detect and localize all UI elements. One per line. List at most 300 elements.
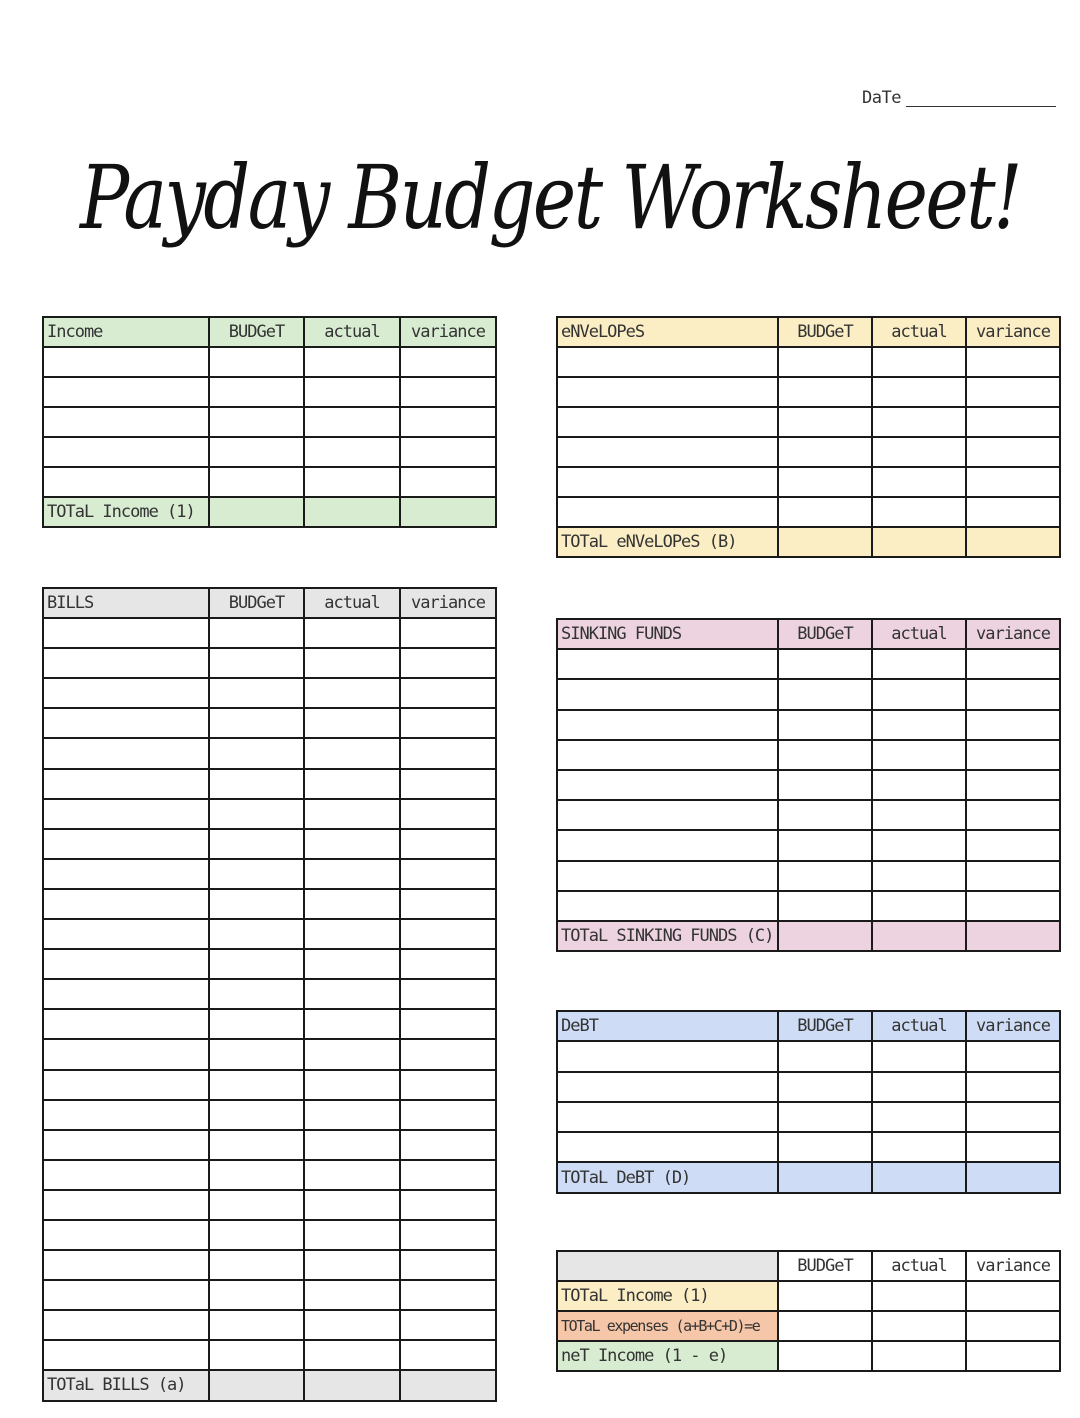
bills-actual-cell[interactable] xyxy=(304,1160,400,1190)
sinking-funds-row[interactable] xyxy=(557,800,1060,830)
bills-budget-cell[interactable] xyxy=(209,1340,304,1370)
bills-name-cell[interactable] xyxy=(43,1130,209,1160)
income-actual-cell[interactable] xyxy=(304,347,400,377)
bills-row[interactable] xyxy=(43,979,496,1009)
debt-name-cell[interactable] xyxy=(557,1072,778,1102)
page-title xyxy=(60,140,1040,290)
debt-actual-cell[interactable] xyxy=(872,1132,966,1162)
debt-variance-cell[interactable] xyxy=(966,1072,1060,1102)
summary-net-budget[interactable] xyxy=(778,1341,872,1371)
bills-budget-cell[interactable] xyxy=(209,1190,304,1220)
envelopes-budget-cell[interactable] xyxy=(778,347,872,377)
debt-variance-cell[interactable] xyxy=(966,1132,1060,1162)
income-row[interactable] xyxy=(43,347,496,377)
sinking-funds-name-cell[interactable] xyxy=(557,891,778,921)
income-row[interactable] xyxy=(43,377,496,407)
debt-row[interactable] xyxy=(557,1072,1060,1102)
bills-row[interactable] xyxy=(43,1190,496,1220)
bills-budget-cell[interactable] xyxy=(209,979,304,1009)
bills-variance-cell[interactable] xyxy=(400,678,496,708)
bills-row[interactable] xyxy=(43,1250,496,1280)
bills-budget-cell[interactable] xyxy=(209,648,304,678)
debt-row[interactable] xyxy=(557,1102,1060,1132)
bills-actual-cell[interactable] xyxy=(304,618,400,648)
bills-row[interactable] xyxy=(43,648,496,678)
sinking-funds-actual-cell[interactable] xyxy=(872,800,966,830)
date-line[interactable] xyxy=(906,106,1056,107)
sinking-funds-row[interactable] xyxy=(557,679,1060,709)
income-header: Income xyxy=(43,317,209,347)
bills-actual-cell[interactable] xyxy=(304,919,400,949)
debt-variance-header: variance xyxy=(966,1011,1060,1041)
sinking-funds-row[interactable] xyxy=(557,891,1060,921)
envelopes-header: eNVeLOPeS xyxy=(557,317,778,347)
income-name-cell[interactable] xyxy=(43,377,209,407)
envelopes-row[interactable] xyxy=(557,437,1060,467)
income-budget-cell[interactable] xyxy=(209,467,304,497)
envelopes-total-budget[interactable] xyxy=(778,527,872,557)
bills-budget-cell[interactable] xyxy=(209,618,304,648)
summary-header-row xyxy=(557,1251,1060,1281)
sinking-funds-row[interactable] xyxy=(557,710,1060,740)
envelopes-variance-cell[interactable] xyxy=(966,347,1060,377)
sinking-funds-budget-cell[interactable] xyxy=(778,891,872,921)
envelopes-variance-cell[interactable] xyxy=(966,437,1060,467)
income-name-cell[interactable] xyxy=(43,407,209,437)
income-table xyxy=(42,316,497,528)
sinking-funds-header-row xyxy=(557,619,1060,649)
summary-net-income-label: neT Income (1 - e) xyxy=(557,1341,778,1371)
bills-variance-cell[interactable] xyxy=(400,618,496,648)
bills-header: BILLS xyxy=(43,588,209,618)
bills-row[interactable] xyxy=(43,1160,496,1190)
envelopes-budget-cell[interactable] xyxy=(778,407,872,437)
envelopes-name-cell[interactable] xyxy=(557,407,778,437)
debt-actual-cell[interactable] xyxy=(872,1102,966,1132)
bills-variance-cell[interactable] xyxy=(400,1130,496,1160)
income-variance-cell[interactable] xyxy=(400,377,496,407)
bills-variance-cell[interactable] xyxy=(400,1160,496,1190)
sinking-funds-row[interactable] xyxy=(557,649,1060,679)
bills-name-cell[interactable] xyxy=(43,979,209,1009)
sinking-funds-total-budget[interactable] xyxy=(778,921,872,951)
summary-income-actual[interactable] xyxy=(872,1281,966,1311)
envelopes-total-label: TOTaL eNVeLOPeS (B) xyxy=(557,527,778,557)
bills-actual-cell[interactable] xyxy=(304,1100,400,1130)
sinking-funds-name-cell[interactable] xyxy=(557,861,778,891)
debt-budget-cell[interactable] xyxy=(778,1102,872,1132)
sinking-funds-name-cell[interactable] xyxy=(557,830,778,860)
bills-name-cell[interactable] xyxy=(43,1190,209,1220)
bills-name-cell[interactable] xyxy=(43,859,209,889)
sinking-funds-name-cell[interactable] xyxy=(557,770,778,800)
bills-budget-cell[interactable] xyxy=(209,949,304,979)
income-budget-cell[interactable] xyxy=(209,377,304,407)
summary-total-income-label: TOTaL Income (1) xyxy=(557,1281,778,1311)
income-budget-cell[interactable] xyxy=(209,407,304,437)
envelopes-variance-cell[interactable] xyxy=(966,377,1060,407)
bills-name-cell[interactable] xyxy=(43,799,209,829)
bills-budget-cell[interactable] xyxy=(209,799,304,829)
envelopes-actual-cell[interactable] xyxy=(872,437,966,467)
bills-row[interactable] xyxy=(43,829,496,859)
bills-row[interactable] xyxy=(43,678,496,708)
sinking-funds-variance-cell[interactable] xyxy=(966,710,1060,740)
debt-actual-cell[interactable] xyxy=(872,1072,966,1102)
sinking-funds-variance-cell[interactable] xyxy=(966,740,1060,770)
bills-row[interactable] xyxy=(43,1100,496,1130)
bills-budget-cell[interactable] xyxy=(209,1280,304,1310)
bills-actual-cell[interactable] xyxy=(304,1009,400,1039)
envelopes-variance-cell[interactable] xyxy=(966,407,1060,437)
sinking-funds-variance-cell[interactable] xyxy=(966,770,1060,800)
bills-row[interactable] xyxy=(43,1009,496,1039)
bills-variance-cell[interactable] xyxy=(400,859,496,889)
bills-variance-cell[interactable] xyxy=(400,1009,496,1039)
income-actual-cell[interactable] xyxy=(304,437,400,467)
bills-actual-cell[interactable] xyxy=(304,859,400,889)
envelopes-name-cell[interactable] xyxy=(557,437,778,467)
bills-actual-cell[interactable] xyxy=(304,678,400,708)
bills-name-cell[interactable] xyxy=(43,1160,209,1190)
bills-variance-cell[interactable] xyxy=(400,1220,496,1250)
debt-variance-cell[interactable] xyxy=(966,1102,1060,1132)
envelopes-total-actual[interactable] xyxy=(872,527,966,557)
sinking-funds-actual-cell[interactable] xyxy=(872,770,966,800)
bills-variance-cell[interactable] xyxy=(400,1039,496,1069)
bills-variance-cell[interactable] xyxy=(400,919,496,949)
bills-name-cell[interactable] xyxy=(43,708,209,738)
sinking-funds-variance-cell[interactable] xyxy=(966,800,1060,830)
bills-actual-cell[interactable] xyxy=(304,1220,400,1250)
bills-variance-cell[interactable] xyxy=(400,1100,496,1130)
sinking-funds-name-cell[interactable] xyxy=(557,740,778,770)
bills-budget-cell[interactable] xyxy=(209,738,304,768)
sinking-funds-total-variance[interactable] xyxy=(966,921,1060,951)
bills-name-cell[interactable] xyxy=(43,678,209,708)
bills-actual-cell[interactable] xyxy=(304,829,400,859)
bills-variance-header: variance xyxy=(400,588,496,618)
debt-budget-cell[interactable] xyxy=(778,1041,872,1071)
bills-budget-cell[interactable] xyxy=(209,1039,304,1069)
debt-row[interactable] xyxy=(557,1041,1060,1071)
income-variance-cell[interactable] xyxy=(400,467,496,497)
bills-variance-cell[interactable] xyxy=(400,769,496,799)
summary-income-row[interactable] xyxy=(557,1281,1060,1311)
sinking-funds-actual-cell[interactable] xyxy=(872,861,966,891)
sinking-funds-actual-cell[interactable] xyxy=(872,710,966,740)
income-name-cell[interactable] xyxy=(43,347,209,377)
bills-actual-cell[interactable] xyxy=(304,1190,400,1220)
income-variance-cell[interactable] xyxy=(400,407,496,437)
debt-name-cell[interactable] xyxy=(557,1102,778,1132)
bills-name-cell[interactable] xyxy=(43,829,209,859)
summary-net-variance[interactable] xyxy=(966,1341,1060,1371)
bills-row[interactable] xyxy=(43,1280,496,1310)
envelopes-actual-cell[interactable] xyxy=(872,407,966,437)
envelopes-variance-cell[interactable] xyxy=(966,497,1060,527)
bills-variance-cell[interactable] xyxy=(400,708,496,738)
bills-name-cell[interactable] xyxy=(43,919,209,949)
sinking-funds-budget-cell[interactable] xyxy=(778,770,872,800)
debt-budget-header: BUDGeT xyxy=(778,1011,872,1041)
bills-name-cell[interactable] xyxy=(43,738,209,768)
summary-expenses-row[interactable] xyxy=(557,1311,1060,1341)
sinking-funds-row[interactable] xyxy=(557,770,1060,800)
bills-name-cell[interactable] xyxy=(43,1070,209,1100)
envelopes-actual-cell[interactable] xyxy=(872,467,966,497)
envelopes-variance-cell[interactable] xyxy=(966,467,1060,497)
bills-budget-cell[interactable] xyxy=(209,1070,304,1100)
envelopes-actual-header: actual xyxy=(872,317,966,347)
date-field[interactable] xyxy=(862,88,1058,110)
envelopes-row[interactable] xyxy=(557,497,1060,527)
envelopes-name-cell[interactable] xyxy=(557,347,778,377)
sinking-funds-name-cell[interactable] xyxy=(557,800,778,830)
bills-variance-cell[interactable] xyxy=(400,799,496,829)
bills-actual-cell[interactable] xyxy=(304,1130,400,1160)
bills-name-cell[interactable] xyxy=(43,1220,209,1250)
bills-budget-cell[interactable] xyxy=(209,1009,304,1039)
debt-budget-cell[interactable] xyxy=(778,1072,872,1102)
debt-header-row xyxy=(557,1011,1060,1041)
bills-row[interactable] xyxy=(43,1220,496,1250)
envelopes-row[interactable] xyxy=(557,347,1060,377)
sinking-funds-variance-cell[interactable] xyxy=(966,830,1060,860)
bills-actual-header: actual xyxy=(304,588,400,618)
bills-variance-cell[interactable] xyxy=(400,1070,496,1100)
sinking-funds-actual-cell[interactable] xyxy=(872,830,966,860)
sinking-funds-budget-cell[interactable] xyxy=(778,649,872,679)
sinking-funds-budget-cell[interactable] xyxy=(778,861,872,891)
income-row[interactable] xyxy=(43,407,496,437)
bills-budget-cell[interactable] xyxy=(209,678,304,708)
sinking-funds-actual-cell[interactable] xyxy=(872,679,966,709)
bills-budget-cell[interactable] xyxy=(209,1250,304,1280)
summary-expenses-budget[interactable] xyxy=(778,1311,872,1341)
page-title-text: Payday Budget Worksheet! xyxy=(78,146,1020,249)
bills-variance-cell[interactable] xyxy=(400,1340,496,1370)
bills-actual-cell[interactable] xyxy=(304,1039,400,1069)
debt-total-actual[interactable] xyxy=(872,1162,966,1192)
bills-total-variance[interactable] xyxy=(400,1370,496,1400)
debt-budget-cell[interactable] xyxy=(778,1132,872,1162)
sinking-funds-variance-cell[interactable] xyxy=(966,679,1060,709)
envelopes-budget-cell[interactable] xyxy=(778,377,872,407)
envelopes-row[interactable] xyxy=(557,467,1060,497)
sinking-funds-variance-cell[interactable] xyxy=(966,891,1060,921)
summary-net-actual[interactable] xyxy=(872,1341,966,1371)
envelopes-actual-cell[interactable] xyxy=(872,497,966,527)
sinking-funds-row[interactable] xyxy=(557,861,1060,891)
bills-row[interactable] xyxy=(43,1070,496,1100)
bills-name-cell[interactable] xyxy=(43,1310,209,1340)
bills-budget-cell[interactable] xyxy=(209,1310,304,1340)
bills-budget-cell[interactable] xyxy=(209,708,304,738)
income-budget-cell[interactable] xyxy=(209,437,304,467)
bills-name-cell[interactable] xyxy=(43,1100,209,1130)
summary-total-expenses-label: TOTaL expenses (a+B+C+D)=e xyxy=(557,1311,778,1341)
income-total-budget[interactable] xyxy=(209,497,304,527)
bills-row[interactable] xyxy=(43,919,496,949)
income-row[interactable] xyxy=(43,437,496,467)
sinking-funds-name-cell[interactable] xyxy=(557,710,778,740)
bills-actual-cell[interactable] xyxy=(304,769,400,799)
bills-variance-cell[interactable] xyxy=(400,738,496,768)
bills-actual-cell[interactable] xyxy=(304,949,400,979)
bills-variance-cell[interactable] xyxy=(400,979,496,1009)
envelopes-total-row xyxy=(557,527,1060,557)
bills-name-cell[interactable] xyxy=(43,1039,209,1069)
income-variance-cell[interactable] xyxy=(400,347,496,377)
bills-actual-cell[interactable] xyxy=(304,1070,400,1100)
bills-budget-cell[interactable] xyxy=(209,889,304,919)
bills-actual-cell[interactable] xyxy=(304,1280,400,1310)
bills-row[interactable] xyxy=(43,708,496,738)
bills-budget-cell[interactable] xyxy=(209,1100,304,1130)
sinking-funds-variance-cell[interactable] xyxy=(966,649,1060,679)
bills-variance-cell[interactable] xyxy=(400,1250,496,1280)
envelopes-budget-cell[interactable] xyxy=(778,437,872,467)
sinking-funds-header: SINKING FUNDS xyxy=(557,619,778,649)
bills-actual-cell[interactable] xyxy=(304,1310,400,1340)
debt-row[interactable] xyxy=(557,1132,1060,1162)
bills-variance-cell[interactable] xyxy=(400,648,496,678)
envelopes-name-cell[interactable] xyxy=(557,467,778,497)
income-budget-cell[interactable] xyxy=(209,347,304,377)
envelopes-row[interactable] xyxy=(557,377,1060,407)
sinking-funds-total-actual[interactable] xyxy=(872,921,966,951)
bills-variance-cell[interactable] xyxy=(400,949,496,979)
income-variance-cell[interactable] xyxy=(400,437,496,467)
bills-row[interactable] xyxy=(43,1340,496,1370)
debt-variance-cell[interactable] xyxy=(966,1041,1060,1071)
sinking-funds-variance-cell[interactable] xyxy=(966,861,1060,891)
sinking-funds-row[interactable] xyxy=(557,740,1060,770)
bills-name-cell[interactable] xyxy=(43,889,209,919)
bills-name-cell[interactable] xyxy=(43,1009,209,1039)
bills-budget-cell[interactable] xyxy=(209,859,304,889)
debt-total-budget[interactable] xyxy=(778,1162,872,1192)
bills-actual-cell[interactable] xyxy=(304,979,400,1009)
bills-actual-cell[interactable] xyxy=(304,708,400,738)
envelopes-row[interactable] xyxy=(557,407,1060,437)
bills-name-cell[interactable] xyxy=(43,769,209,799)
income-total-label: TOTaL Income (1) xyxy=(43,497,209,527)
sinking-funds-actual-cell[interactable] xyxy=(872,891,966,921)
bills-row[interactable] xyxy=(43,949,496,979)
bills-row[interactable] xyxy=(43,889,496,919)
bills-row[interactable] xyxy=(43,859,496,889)
summary-expenses-variance[interactable] xyxy=(966,1311,1060,1341)
envelopes-budget-cell[interactable] xyxy=(778,497,872,527)
sinking-funds-actual-header: actual xyxy=(872,619,966,649)
bills-row[interactable] xyxy=(43,1039,496,1069)
income-total-actual[interactable] xyxy=(304,497,400,527)
bills-variance-cell[interactable] xyxy=(400,889,496,919)
sinking-funds-row[interactable] xyxy=(557,830,1060,860)
bills-actual-cell[interactable] xyxy=(304,738,400,768)
bills-row[interactable] xyxy=(43,1310,496,1340)
sinking-funds-actual-cell[interactable] xyxy=(872,649,966,679)
bills-budget-cell[interactable] xyxy=(209,829,304,859)
bills-row[interactable] xyxy=(43,618,496,648)
bills-total-actual[interactable] xyxy=(304,1370,400,1400)
bills-budget-cell[interactable] xyxy=(209,1130,304,1160)
envelopes-total-variance[interactable] xyxy=(966,527,1060,557)
income-name-cell[interactable] xyxy=(43,437,209,467)
bills-row[interactable] xyxy=(43,799,496,829)
sinking-funds-budget-cell[interactable] xyxy=(778,679,872,709)
envelopes-budget-header: BUDGeT xyxy=(778,317,872,347)
summary-income-variance[interactable] xyxy=(966,1281,1060,1311)
summary-budget-header: BUDGeT xyxy=(778,1251,872,1281)
bills-budget-cell[interactable] xyxy=(209,769,304,799)
bills-row[interactable] xyxy=(43,769,496,799)
bills-name-cell[interactable] xyxy=(43,648,209,678)
bills-total-budget[interactable] xyxy=(209,1370,304,1400)
income-budget-header: BUDGeT xyxy=(209,317,304,347)
debt-total-variance[interactable] xyxy=(966,1162,1060,1192)
bills-variance-cell[interactable] xyxy=(400,1310,496,1340)
bills-name-cell[interactable] xyxy=(43,949,209,979)
bills-variance-cell[interactable] xyxy=(400,1190,496,1220)
debt-actual-cell[interactable] xyxy=(872,1041,966,1071)
bills-actual-cell[interactable] xyxy=(304,1250,400,1280)
sinking-funds-budget-cell[interactable] xyxy=(778,710,872,740)
bills-actual-cell[interactable] xyxy=(304,799,400,829)
envelopes-actual-cell[interactable] xyxy=(872,377,966,407)
income-total-variance[interactable] xyxy=(400,497,496,527)
sinking-funds-name-cell[interactable] xyxy=(557,679,778,709)
sinking-funds-budget-cell[interactable] xyxy=(778,830,872,860)
sinking-funds-budget-cell[interactable] xyxy=(778,740,872,770)
sinking-funds-actual-cell[interactable] xyxy=(872,740,966,770)
bills-actual-cell[interactable] xyxy=(304,648,400,678)
bills-row[interactable] xyxy=(43,1130,496,1160)
bills-budget-cell[interactable] xyxy=(209,1160,304,1190)
sinking-funds-budget-cell[interactable] xyxy=(778,800,872,830)
envelopes-actual-cell[interactable] xyxy=(872,347,966,377)
bills-name-cell[interactable] xyxy=(43,1340,209,1370)
debt-name-cell[interactable] xyxy=(557,1132,778,1162)
debt-name-cell[interactable] xyxy=(557,1041,778,1071)
envelopes-name-cell[interactable] xyxy=(557,377,778,407)
bills-actual-cell[interactable] xyxy=(304,1340,400,1370)
bills-budget-cell[interactable] xyxy=(209,919,304,949)
envelopes-budget-cell[interactable] xyxy=(778,467,872,497)
income-actual-cell[interactable] xyxy=(304,407,400,437)
sinking-funds-name-cell[interactable] xyxy=(557,649,778,679)
bills-variance-cell[interactable] xyxy=(400,1280,496,1310)
bills-name-cell[interactable] xyxy=(43,1250,209,1280)
income-row[interactable] xyxy=(43,467,496,497)
bills-variance-cell[interactable] xyxy=(400,829,496,859)
bills-actual-cell[interactable] xyxy=(304,889,400,919)
bills-name-cell[interactable] xyxy=(43,618,209,648)
income-actual-cell[interactable] xyxy=(304,377,400,407)
summary-net-row[interactable] xyxy=(557,1341,1060,1371)
income-actual-cell[interactable] xyxy=(304,467,400,497)
income-name-cell[interactable] xyxy=(43,467,209,497)
summary-income-budget[interactable] xyxy=(778,1281,872,1311)
summary-expenses-actual[interactable] xyxy=(872,1311,966,1341)
envelopes-name-cell[interactable] xyxy=(557,497,778,527)
bills-budget-cell[interactable] xyxy=(209,1220,304,1250)
bills-row[interactable] xyxy=(43,738,496,768)
envelopes-variance-header: variance xyxy=(966,317,1060,347)
bills-name-cell[interactable] xyxy=(43,1280,209,1310)
